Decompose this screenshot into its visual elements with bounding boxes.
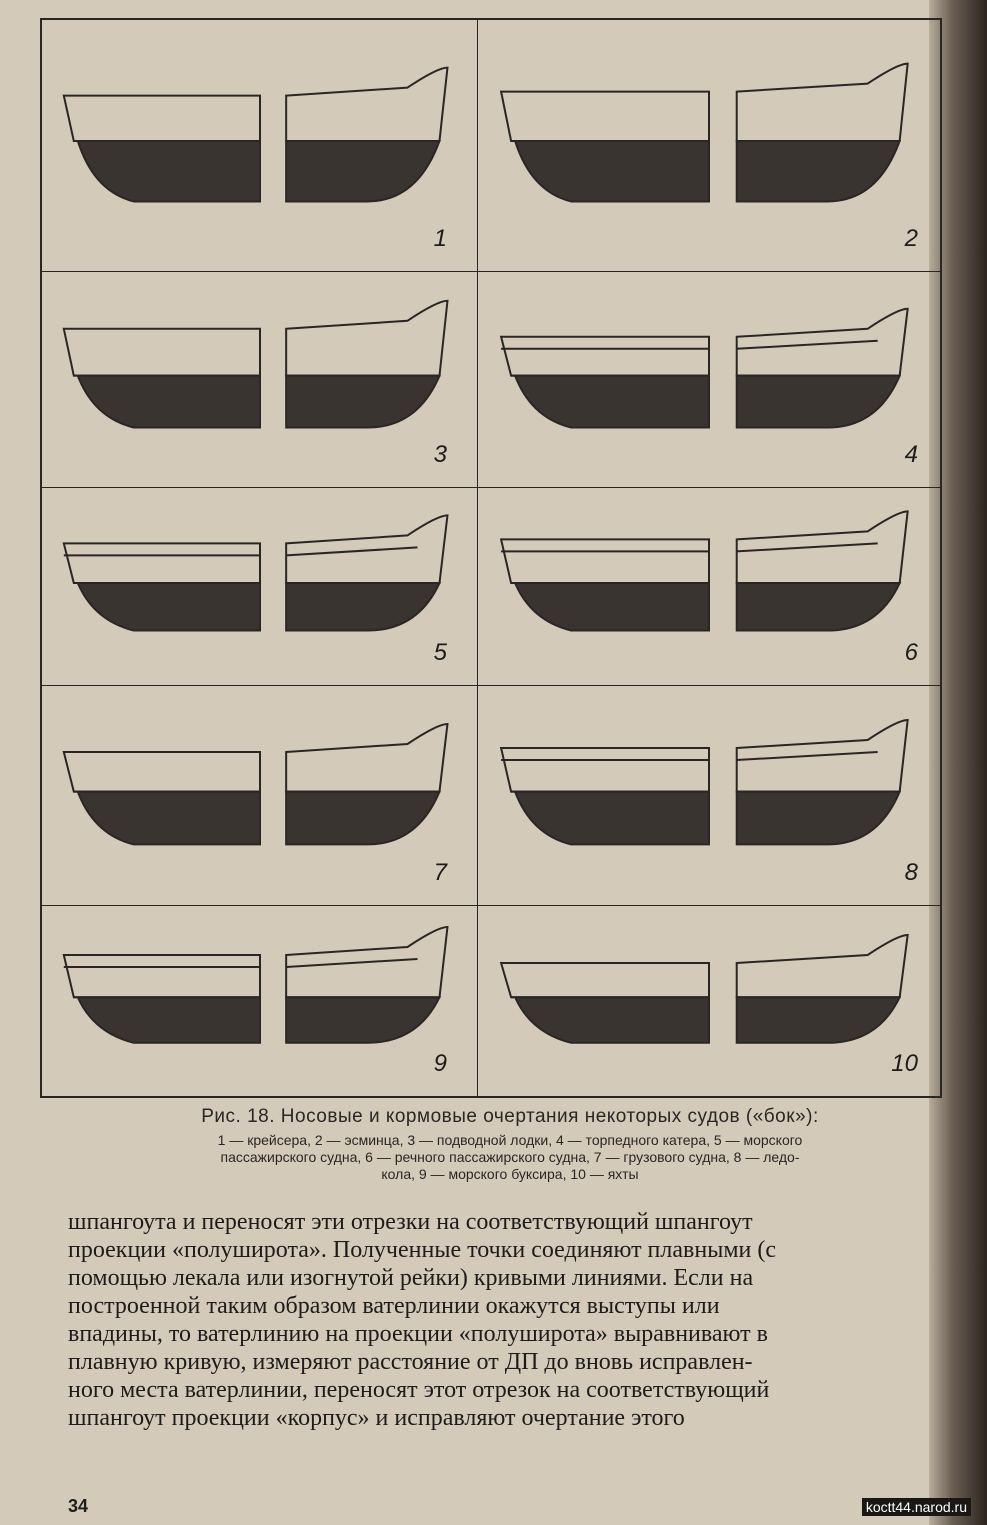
text-line: впадины, то ватерлинию на проекции «полуширота» выравнивают в	[68, 1321, 768, 1347]
hull-outline	[286, 583, 439, 631]
hull-outline	[74, 141, 260, 201]
hull-outline	[737, 583, 900, 631]
hull-outline	[286, 68, 447, 141]
caption-line: пассажирского судна, 6 — речного пассажирского судна, 7 — грузового судна, 8 — ледо-	[220, 1149, 800, 1165]
hull-outline	[64, 329, 260, 376]
text-line: шпангоута и переносят эти отрезки на соответствующий шпангоут	[68, 1209, 753, 1235]
figure-number: 10	[891, 1050, 918, 1077]
hull-outline	[74, 583, 260, 631]
figure-cell-7	[42, 686, 478, 906]
figure-cell-9	[42, 906, 478, 1096]
caption-line: кола, 9 — морского буксира, 10 — яхты	[381, 1166, 639, 1182]
figure-cell-2	[478, 20, 940, 272]
ship-profile-icon	[42, 686, 478, 906]
figure-number: 2	[904, 225, 918, 252]
figure-cell-4	[478, 272, 940, 488]
text-line: проекции «полуширота». Полученные точки соединяют плавными (с	[68, 1237, 776, 1263]
hull-outline	[501, 337, 709, 376]
hull-outline	[737, 309, 908, 376]
hull-outline	[74, 792, 260, 845]
caption-title: Рис. 18. Носовые и кормовые очертания некоторых судов («бок»):	[201, 1106, 819, 1127]
figure-number: 8	[904, 859, 918, 886]
hull-outline	[737, 376, 900, 428]
ship-profile-icon	[478, 272, 940, 488]
hull-outline	[74, 376, 260, 428]
figure-number: 3	[433, 441, 447, 468]
ship-profile-icon	[478, 20, 940, 272]
hull-outline	[286, 724, 447, 792]
figure-number: 5	[433, 639, 447, 666]
page-number: 34	[68, 1496, 89, 1516]
hull-outline	[511, 141, 709, 201]
caption-line: 1 — крейсера, 2 — эсминца, 3 — подводной лодки, 4 — торпедного катера, 5 — морского	[217, 1132, 803, 1148]
text-line: построенной таким образом ватерлинии окажутся выступы или	[68, 1293, 720, 1319]
ship-profile-icon	[42, 906, 478, 1096]
figure-18	[40, 18, 942, 1098]
figure-number: 9	[433, 1050, 447, 1077]
hull-outline	[286, 376, 439, 428]
hull-outline	[286, 997, 439, 1043]
hull-outline	[64, 955, 260, 997]
hull-outline	[286, 515, 447, 583]
hull-outline	[511, 583, 709, 631]
figure-number: 6	[904, 639, 918, 666]
figure-cell-1	[42, 20, 478, 272]
ship-profile-icon	[42, 272, 478, 488]
hull-outline	[64, 543, 260, 583]
ship-profile-icon	[478, 906, 940, 1096]
hull-outline	[64, 752, 260, 792]
text-line: плавную кривую, измеряют расстояние от ДП до вновь исправлен-	[68, 1349, 753, 1375]
body-text	[68, 1208, 978, 1432]
text-line: помощью лекала или изогнутой рейки) кривыми линиями. Если на	[68, 1265, 754, 1291]
figure-cell-10	[478, 906, 940, 1096]
figure-number: 7	[433, 859, 447, 886]
figure-cell-6	[478, 488, 940, 686]
hull-outline	[737, 141, 900, 201]
hull-outline	[286, 792, 439, 845]
hull-outline	[737, 935, 908, 997]
text-line: шпангоут проекции «корпус» и исправляют очертание этого	[68, 1405, 685, 1431]
figure-cell-5	[42, 488, 478, 686]
hull-outline	[511, 997, 709, 1043]
hull-outline	[501, 539, 709, 583]
watermark: koctt44.narod.ru	[862, 1498, 971, 1516]
hull-outline	[737, 997, 900, 1043]
hull-outline	[501, 963, 709, 997]
text-line: ного места ватерлинии, переносят этот отрезок на соответствующий	[68, 1377, 770, 1403]
ship-profile-icon	[478, 488, 940, 686]
hull-outline	[501, 92, 709, 141]
figure-caption	[70, 1106, 950, 1183]
figure-number: 1	[433, 225, 447, 252]
hull-outline	[511, 792, 709, 845]
figure-cell-8	[478, 686, 940, 906]
hull-outline	[737, 792, 900, 845]
figure-number: 4	[904, 441, 918, 468]
hull-outline	[64, 96, 260, 141]
hull-outline	[501, 748, 709, 792]
ship-profile-icon	[42, 488, 478, 686]
hull-outline	[286, 141, 439, 201]
hull-outline	[511, 376, 709, 428]
hull-outline	[286, 301, 447, 376]
ship-profile-icon	[42, 20, 478, 272]
hull-outline	[74, 997, 260, 1043]
ship-profile-icon	[478, 686, 940, 906]
hull-outline	[737, 64, 908, 141]
figure-cell-3	[42, 272, 478, 488]
